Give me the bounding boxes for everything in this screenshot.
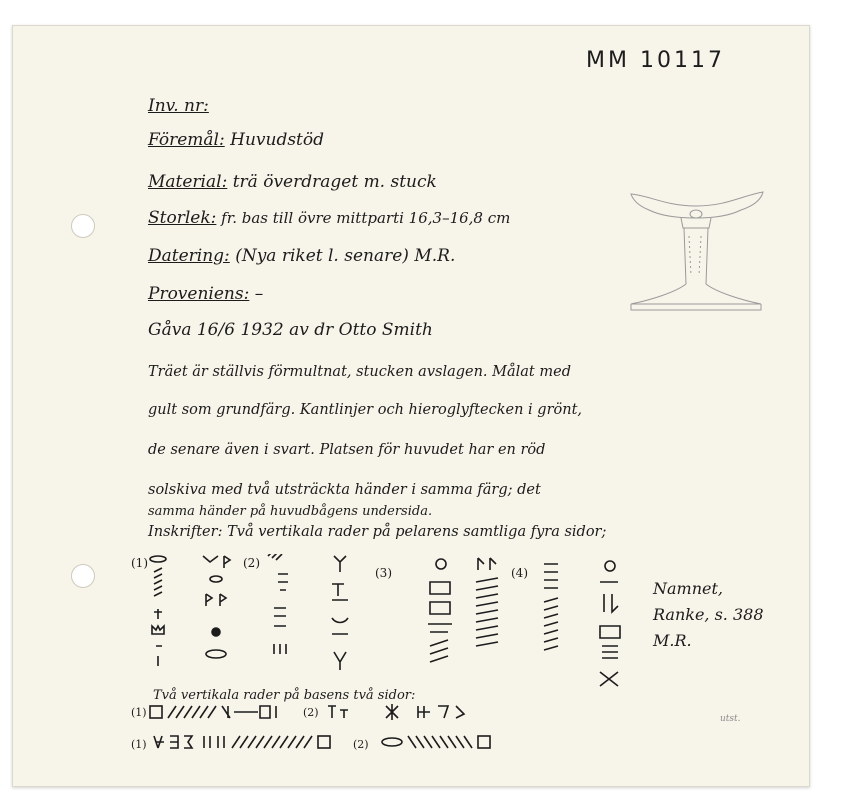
field-value: trä överdraget m. stuck bbox=[232, 172, 437, 192]
field-label: Proveniens: bbox=[148, 284, 250, 304]
field-object bbox=[148, 130, 324, 150]
field-provenance bbox=[148, 284, 263, 304]
catalogue-card bbox=[12, 25, 810, 787]
base-heading: Två vertikala rader på basens två sidor: bbox=[153, 688, 416, 703]
field-label: Material: bbox=[148, 172, 228, 192]
field-label: Föremål: bbox=[148, 130, 225, 150]
punch-hole-top bbox=[71, 214, 95, 238]
field-label: Storlek: bbox=[148, 208, 217, 228]
name-note-line: Namnet, bbox=[653, 579, 723, 598]
description-line: de senare även i svart. Platsen för huvudet har en röd bbox=[148, 442, 546, 458]
field-label: Inv. nr: bbox=[148, 96, 209, 116]
field-value: – bbox=[254, 284, 264, 304]
description-line: samma händer på huvudbågens undersida. bbox=[148, 504, 433, 519]
column-marker: (2) bbox=[243, 556, 260, 570]
field-value: Huvudstöd bbox=[230, 130, 325, 150]
description-line: gult som grundfärg. Kantlinjer och hieroglyftecken i grönt, bbox=[148, 402, 583, 418]
inscription-text: Två vertikala rader på pelarens samtliga fyra sidor; bbox=[227, 524, 607, 540]
field-inv-nr bbox=[148, 96, 209, 116]
base-marker: (1) bbox=[131, 706, 147, 719]
base-marker: (1) bbox=[131, 738, 147, 751]
field-size bbox=[148, 208, 510, 228]
field-value: fr. bas till övre mittparti 16,3–16,8 cm bbox=[221, 209, 511, 227]
name-note bbox=[653, 576, 764, 654]
gift-line: Gåva 16/6 1932 av dr Otto Smith bbox=[148, 320, 433, 340]
field-material bbox=[148, 172, 437, 192]
base-marker: (2) bbox=[303, 706, 319, 719]
hieroglyph-columns bbox=[148, 554, 628, 694]
inventory-number: MM 10117 bbox=[586, 48, 725, 73]
column-marker: (3) bbox=[375, 566, 392, 580]
base-marker: (2) bbox=[353, 738, 369, 751]
inscription-label: Inskrifter: bbox=[148, 524, 223, 540]
field-value: (Nya riket l. senare) M.R. bbox=[235, 246, 456, 266]
description-line: Träet är ställvis förmultnat, stucken avslagen. Målat med bbox=[148, 364, 571, 380]
description-line: solskiva med två utsträckta händer i samma färg; det bbox=[148, 482, 541, 498]
headrest-sketch bbox=[621, 176, 771, 316]
pencil-note: utst. bbox=[720, 714, 741, 724]
column-marker: (4) bbox=[511, 566, 528, 580]
punch-hole-bottom bbox=[71, 564, 95, 588]
name-note-line: Ranke, s. 388 bbox=[653, 605, 764, 624]
column-marker: (1) bbox=[131, 556, 148, 570]
inscription-line bbox=[148, 524, 606, 540]
name-note-line: M.R. bbox=[653, 631, 692, 650]
field-label: Datering: bbox=[148, 246, 230, 266]
field-dating bbox=[148, 246, 455, 266]
base-inscriptions bbox=[148, 702, 508, 758]
